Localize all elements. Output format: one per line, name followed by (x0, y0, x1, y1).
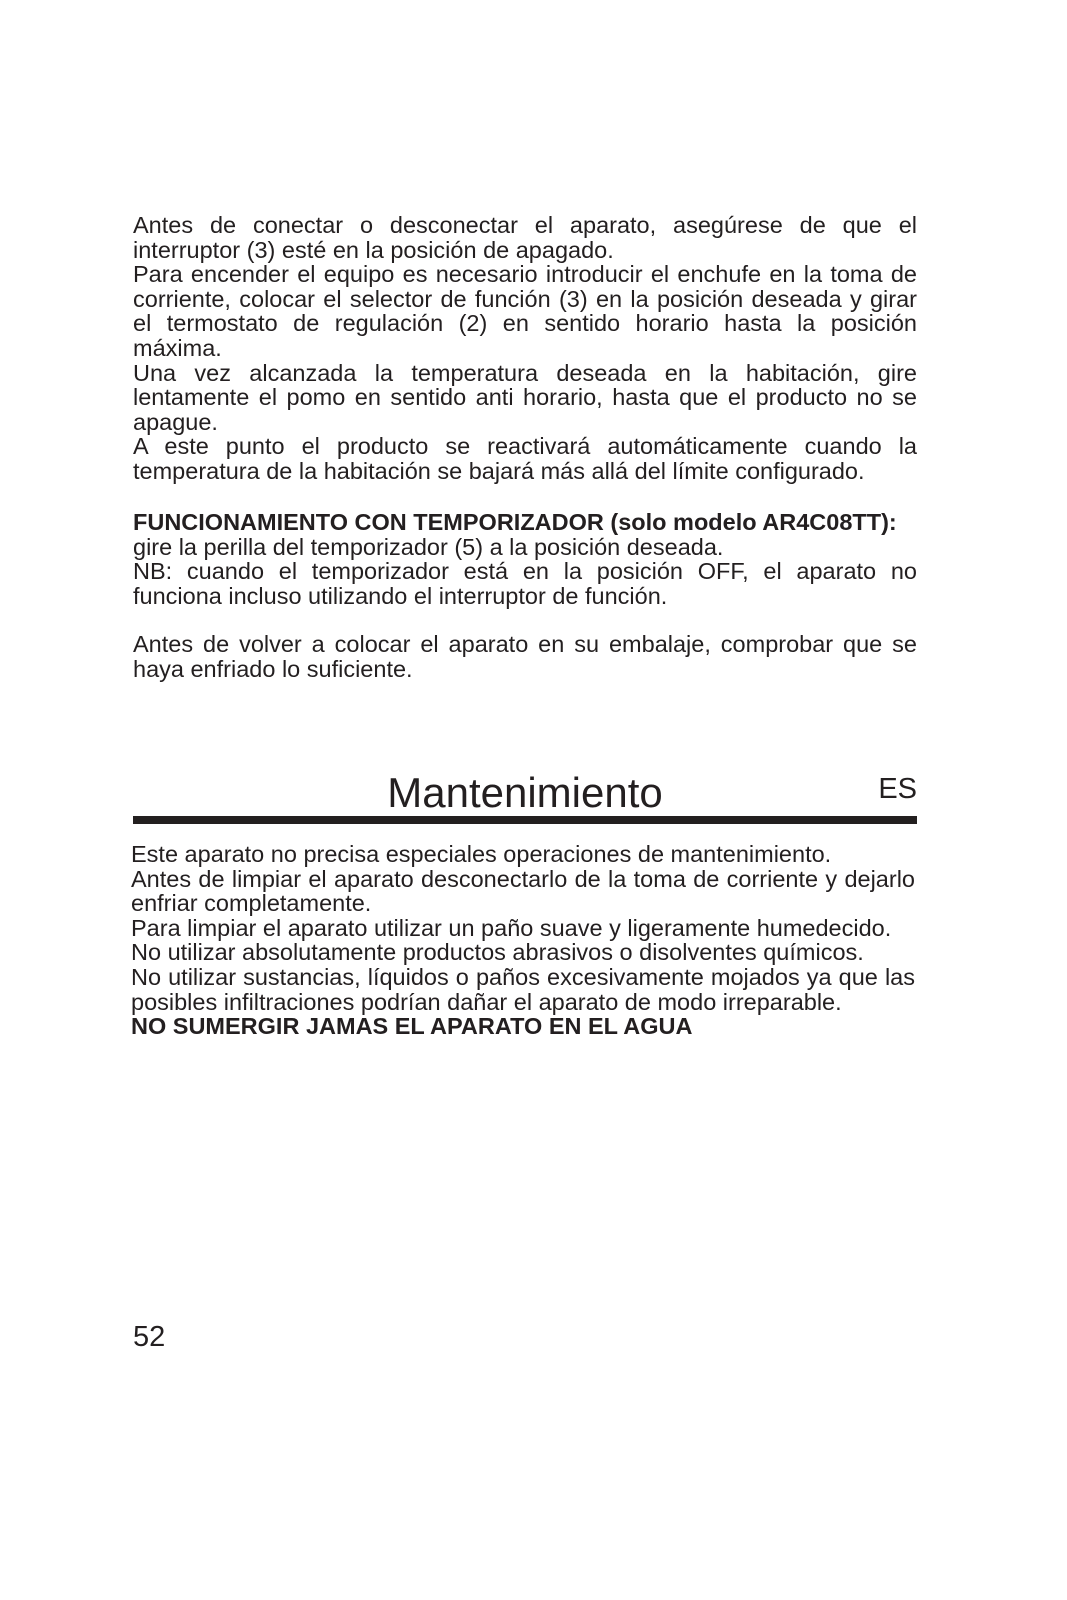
paragraph: Para limpiar el aparato utilizar un paño suave y ligeramente humedecido. (131, 914, 892, 941)
section-divider (133, 816, 917, 824)
storage-note (133, 632, 917, 681)
language-code: ES (878, 773, 917, 805)
paragraph: No utilizar absolutamente productos abrasivos o disolventes químicos. (131, 939, 864, 966)
paragraph: Antes de limpiar el aparato desconectarlo de la toma de corriente y dejarlo enfriar completamente. (131, 865, 915, 917)
timer-operation-section (133, 510, 917, 608)
section-title: Mantenimiento (387, 769, 663, 816)
paragraph: Antes de conectar o desconectar el aparato, asegúrese de que el interruptor (3) esté en la posición de apagado. (133, 212, 917, 263)
timer-heading: FUNCIONAMIENTO CON TEMPORIZADOR (solo modelo AR4C08TT): (133, 509, 897, 535)
paragraph: Una vez alcanzada la temperatura deseada en la habitación, gire lentamente el pomo en sentido anti horario, hasta que el producto no se apague. (133, 359, 917, 435)
warning-text: NO SUMERGIR JAMAS EL APARATO EN EL AGUA (131, 1013, 693, 1040)
operation-instructions (133, 213, 917, 484)
paragraph: Este aparato no precisa especiales operaciones de mantenimiento. (131, 841, 832, 867)
paragraph: Para encender el equipo es necesario introducir el enchufe en la toma de corriente, colocar el selector de función (3) en la posición deseada y girar el termostato de regulación (2) en sentido horario hasta la posición máxima. (133, 261, 917, 361)
paragraph: Antes de volver a colocar el aparato en su embalaje, comprobar que se haya enfriado lo suficiente. (133, 631, 917, 682)
page-number: 52 (133, 1321, 166, 1353)
maintenance-section (131, 842, 915, 1039)
paragraph: NB: cuando el temporizador está en la posición OFF, el aparato no funciona incluso utilizando el interruptor de función. (133, 558, 917, 609)
paragraph: gire la perilla del temporizador (5) a la posición deseada. (133, 533, 724, 560)
paragraph: No utilizar sustancias, líquidos o paños excesivamente mojados ya que las posibles infiltraciones podrían dañar el aparato de modo irreparable. (131, 963, 915, 1015)
paragraph: A este punto el producto se reactivará automáticamente cuando la temperatura de la habitación se bajará más allá del límite configurado. (133, 433, 917, 484)
